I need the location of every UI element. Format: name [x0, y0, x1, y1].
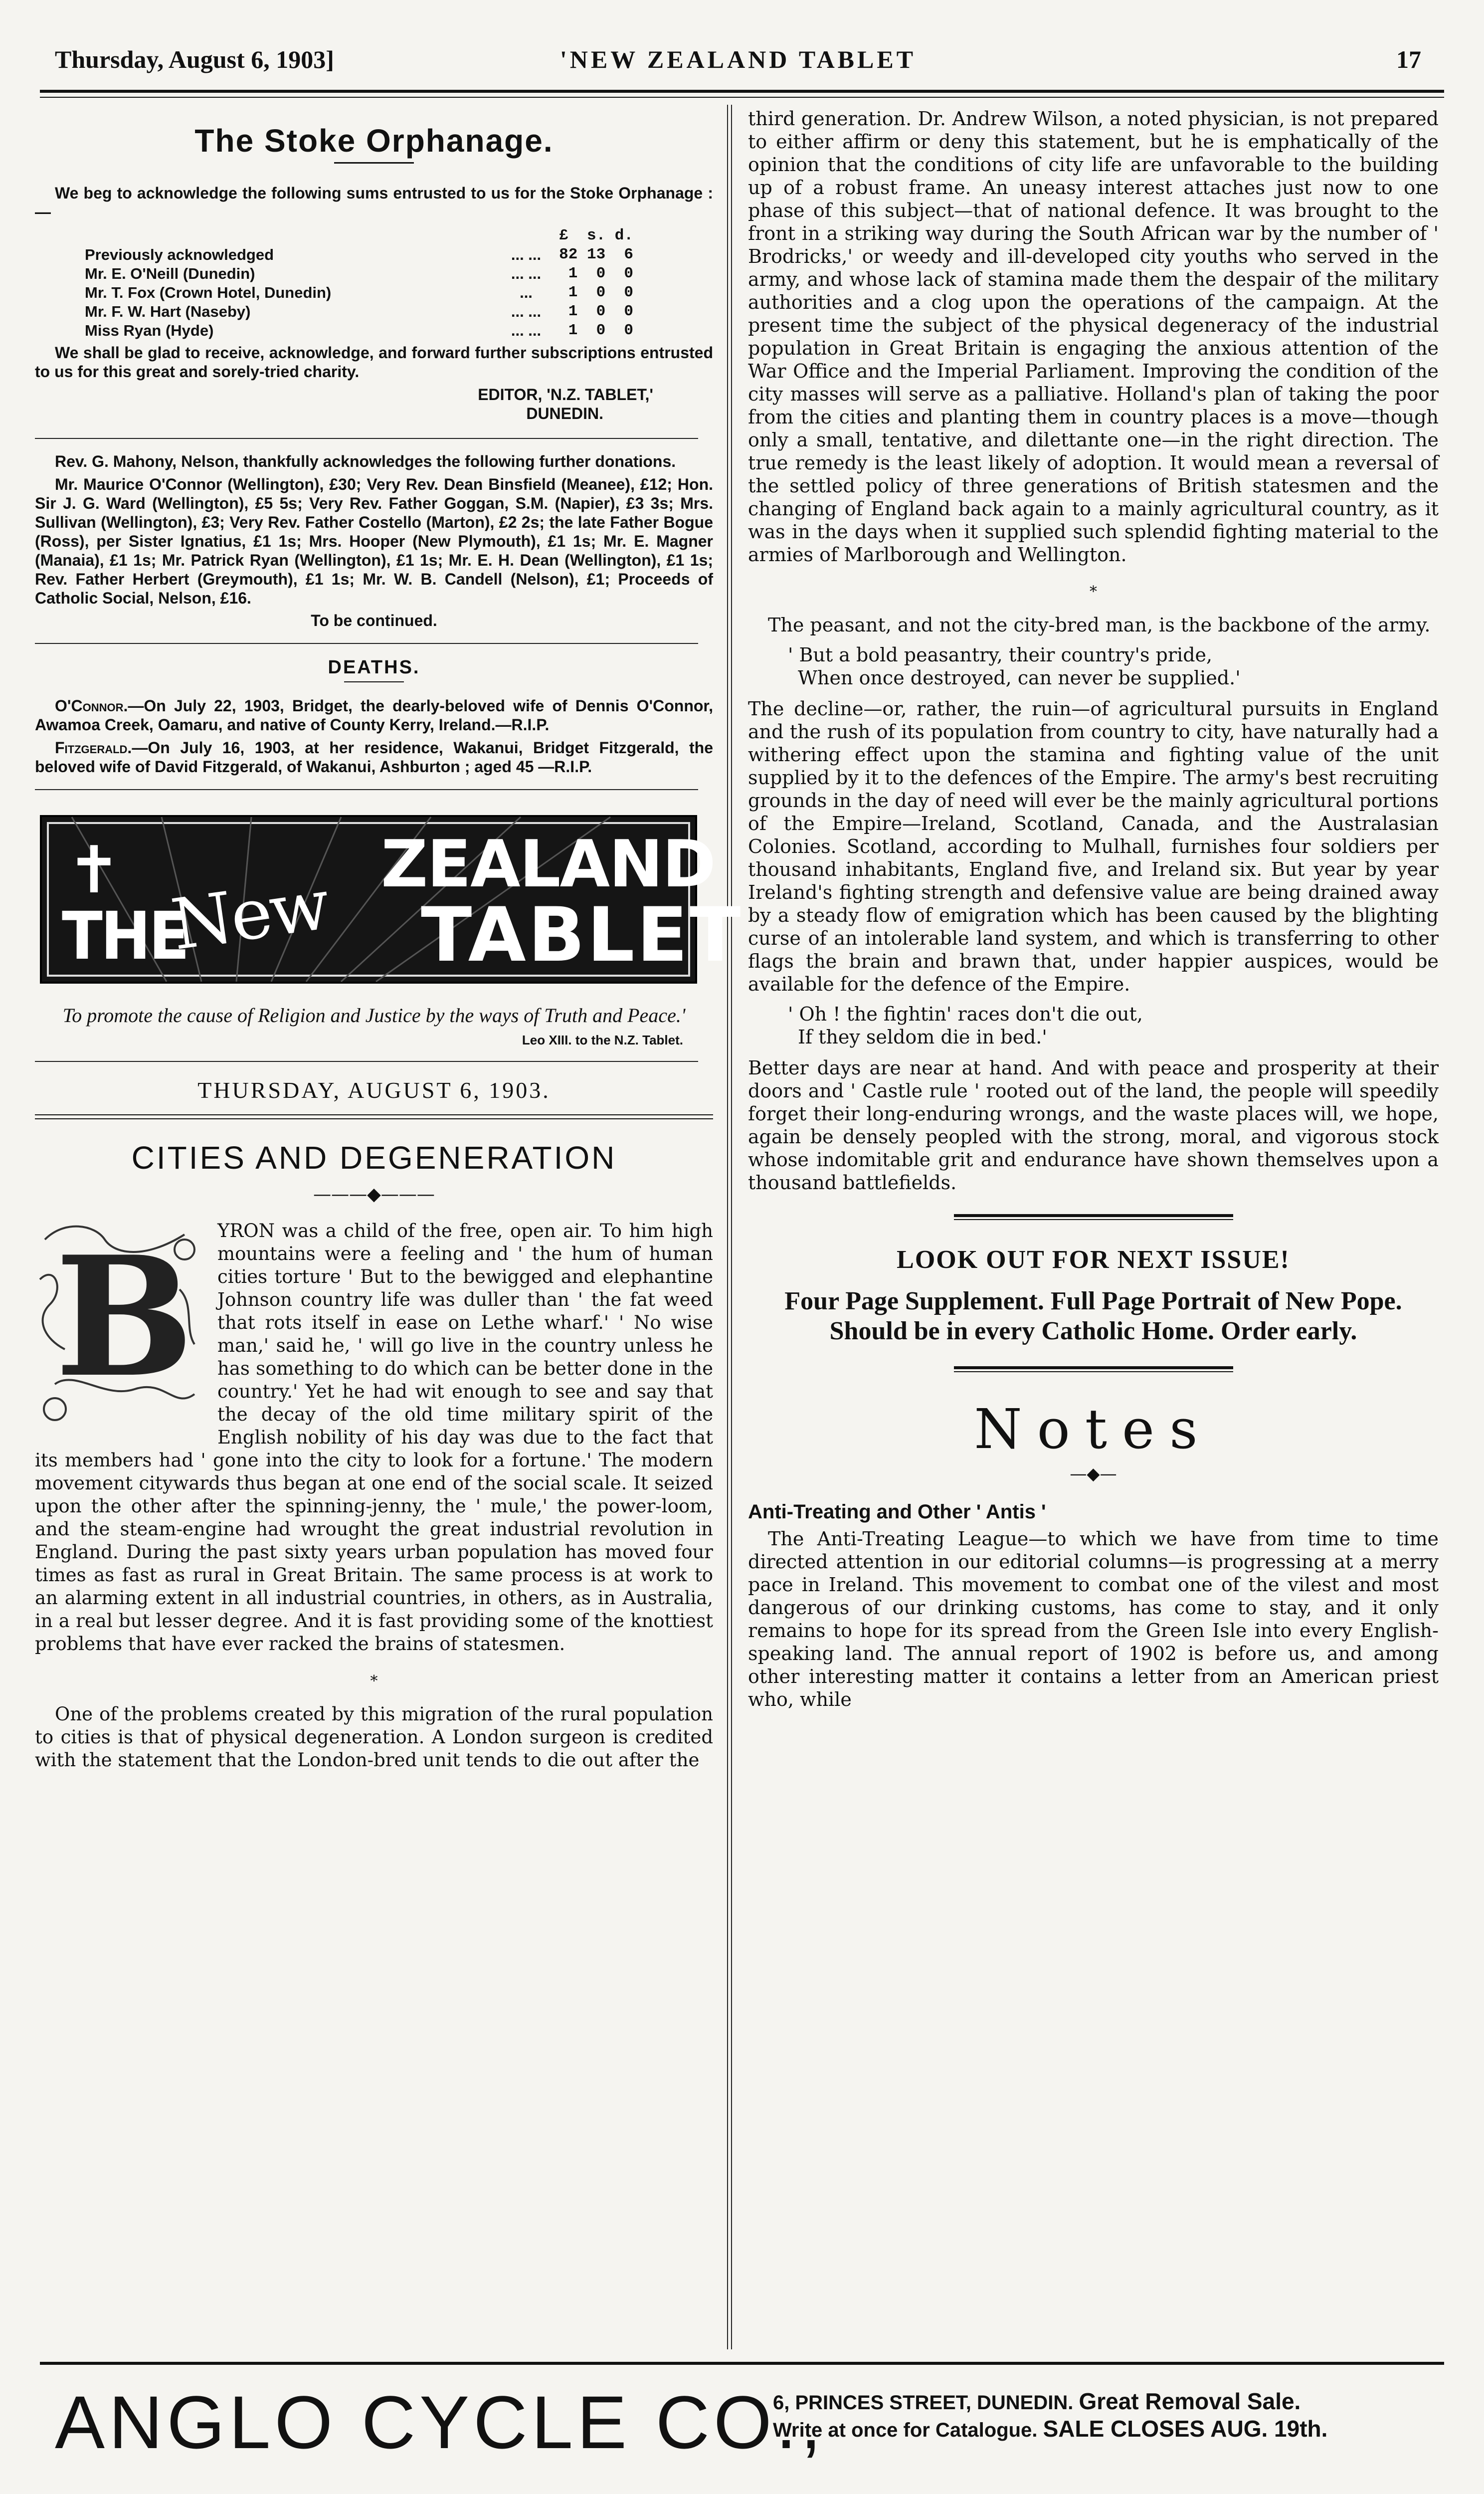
- table-row: [85, 283, 633, 302]
- orphanage-intro: We beg to acknowledge the following sums entrusted to us for the Stoke Orphanage :—: [35, 184, 713, 221]
- editor-signature: [35, 385, 653, 423]
- double-rule: [35, 1114, 713, 1119]
- thick-rule: [954, 1366, 1233, 1369]
- death-notice-oconnor: [35, 696, 713, 734]
- footer-rule: [40, 2362, 1444, 2365]
- right-column: [748, 107, 1439, 1711]
- verse-quote-1: [788, 643, 1439, 689]
- article-continuation: third generation. Dr. Andrew Wilson, a noted physician, is not prepared to either affirm or deny this statement, but he is emphatically of the opinion that the conditions of city life are unfavorable to the building up of a robust frame. An uneasy interest attaches just now to one phase of this subject—that of national defence. It was brought to the front in a striking way during the South African war by the number of ' Brodricks,' or weedy and ill-developed city youths who served in the army, and whose lack of stamina made them the despair of the military authorities and a clog upon the operations of the campaign. At the present time the subject of the physical degeneracy of the industrial population in Great Britain is engaging the anxious attention of the War Office and the Imperial Parliament. Improving the condition of the city masses will serve as a palliative. Holland's plan of taking the poor from the cities and planting them in country places is a move—though only a small, tentative, and dilettante one—in the right direction. The true remedy is the least likely of adoption. It would mean a reversal of the settled policy of three generations of British statesmen and the changing of England back again to a mainly agricultural country, as it was in the days when it supplied such splendid fighting material to the armies of Marlborough and Wellington.: [748, 108, 1439, 566]
- currency-header-row: [85, 226, 633, 245]
- leader-dots: ... ...: [511, 246, 542, 263]
- death-notice-name: Fitzgerald.: [55, 739, 132, 757]
- editor-line-1: EDITOR, 'N.Z. TABLET,': [478, 386, 653, 404]
- left-column: [35, 107, 743, 1772]
- verse-line: When once destroyed, can never be supplied.': [798, 667, 1241, 689]
- acknowledgement-table: [85, 226, 633, 340]
- decline-paragraph: The decline—or, rather, the ruin—of agricultural pursuits in England and the rush of its population from country to city, have naturally had a withering effect upon the stamina and fighting value of the unit supplied by it to the defences of the Empire. The army's best recruiting grounds in the day of need will ever be the mainly agricultural portions of the Empire—Ireland, Scotland, Canada, and the Australasian Colonies. Scotland, according to Mulhall, furnishes four soldiers per thousand inhabitants, England five, and Ireland six. But year by year Ireland's fighting strength and defensive value are being drained away by a steady flow of emigration which has been caused by the blighting curse of an intolerable land system, and which is transferring to other flags the brain and brawn that, under happier auspices, would be available for the defence of the Empire.: [748, 698, 1439, 995]
- masthead-logo: [40, 815, 743, 984]
- header-rule: [40, 90, 1444, 93]
- death-notice-text: —On July 16, 1903, at her residence, Wakanui, Bridget Fitzgerald, the beloved wife of David Fitzgerald, of Wakanui, Ashburton ; aged 45 —R.I.P.: [35, 739, 713, 776]
- dropcap-letter: B: [55, 1220, 194, 1414]
- thin-rule: [954, 1219, 1233, 1220]
- donation-amount: 82 13 6: [559, 246, 633, 263]
- advert-catalogue: Write at once for Catalogue.: [773, 2419, 1038, 2441]
- masthead-tablet: TABLET: [421, 892, 743, 979]
- header-date: Thursday, August 6, 1903]: [55, 45, 334, 73]
- cross-icon: ✝: [67, 832, 121, 908]
- death-notice-fitzgerald: [35, 738, 713, 776]
- thick-rule: [954, 1214, 1233, 1217]
- orphanage-title: The Stoke Orphanage.: [194, 123, 554, 159]
- table-row: [85, 264, 633, 283]
- divider: [35, 1061, 698, 1062]
- page-header: [55, 35, 1421, 90]
- donor-name: Mr. T. Fox (Crown Hotel, Dunedin): [85, 284, 332, 301]
- donation-amount: 1 0 0: [559, 265, 633, 282]
- section-star: *: [370, 1672, 378, 1690]
- deaths-heading: DEATHS.: [328, 657, 420, 678]
- to-be-continued: To be continued.: [311, 612, 437, 629]
- verse-line: ' But a bold peasantry, their country's pride,: [788, 644, 1213, 666]
- supplement-notice: Four Page Supplement. Full Page Portrait of New Pope. Should be in every Catholic Home. Order early.: [784, 1287, 1402, 1345]
- advert-address: 6, PRINCES STREET, DUNEDIN.: [773, 2392, 1074, 2414]
- article-paragraph-1: YRON was a child of the free, open air. To him high mountains were a feeling and ' the hum of human cities torture ' But to the bewigged and elephantine Johnson country life was duller than ' the fat weed that rots itself in ease on Lethe wharf.' ' No wise man,' said he, ' will go live in the country unless he has something to do which can be better done in the country.' Yet he had wit enough to see and say that the decay of the old time military spirit of the English nobility of his day was due to the fact that its members had ' gone into the city to look for a fortune.' The modern movement citywards thus began at one end of the social scale. It seized upon the other after the spinning-jenny, the ' mule,' the power-loom, and the steam-engine had wrought the great industrial revolution in England. During the past sixty years urban population has moved four times as fast as rural in Great Britain. The same process is at work to an alarming extent in all industrial countries, in others, as in Australia, in a real but lesser degree. And it is fast providing some of the knottiest problems that have ever racked the brains of statesmen.: [35, 1220, 713, 1655]
- currency-header: £ s. d.: [559, 227, 633, 244]
- table-row: [85, 321, 633, 340]
- masthead-zealand: ZEALAND: [381, 826, 715, 902]
- advert-removal: Great Removal Sale.: [1079, 2388, 1301, 2414]
- orphanage-closing: We shall be glad to receive, acknowledge, and forward further subscriptions entrusted to us for this great and sorely-tried charity.: [35, 344, 713, 381]
- death-notice-text: —On July 22, 1903, Bridget, the dearly-beloved wife of Dennis O'Connor, Awamoa Creek, Oamaru, and native of County Kerry, Ireland.—R.I.P.: [35, 697, 713, 734]
- editor-line-2: DUNEDIN.: [526, 405, 603, 422]
- table-row: [85, 302, 633, 321]
- advert-details: [773, 2388, 1327, 2443]
- notes-ornament: —◆—: [1070, 1464, 1117, 1484]
- motto: To promote the cause of Religion and Justice by the ways of Truth and Peace.': [62, 1004, 686, 1027]
- masthead-the: THE: [62, 898, 188, 975]
- donor-name: Mr. F. W. Hart (Naseby): [85, 303, 251, 320]
- verse-line: If they seldom die in bed.': [798, 1026, 1047, 1048]
- leader-dots: ...: [520, 284, 533, 301]
- notes-heading: Notes: [974, 1397, 1213, 1461]
- header-rule-thin: [40, 97, 1444, 98]
- dropcap-ornament: [35, 1220, 204, 1429]
- death-notice-name: O'Connor.: [55, 697, 128, 715]
- donor-name: Previously acknowledged: [85, 246, 274, 263]
- verse-quote-2: [788, 1003, 1439, 1048]
- masthead-new: New: [167, 863, 333, 967]
- better-days-paragraph: Better days are near at hand. And with peace and prosperity at their doors and ' Castle rule ' rooted out of the land, the people will speedily forget their long-enduring wrongs, and the waste places will, we hope, again be densely peopled with the strong, moral, and vigorous stock whose indomitable grit and endurance have shown themselves upon a thousand battlefields.: [748, 1057, 1439, 1194]
- advert-brand: ANGLO CYCLE CO.,: [55, 2380, 826, 2464]
- motto-source: Leo XIII. to the N.Z. Tablet.: [522, 1033, 683, 1047]
- donor-name: Miss Ryan (Hyde): [85, 322, 214, 339]
- deaths-heading-rule: [344, 681, 404, 682]
- verse-line: ' Oh ! the fightin' races don't die out,: [788, 1003, 1143, 1025]
- section-star: *: [1090, 583, 1097, 601]
- donation-amount: 1 0 0: [559, 303, 633, 320]
- column-divider-inner: [731, 105, 732, 2349]
- notes-subheading: Anti-Treating and Other ' Antis ': [748, 1501, 1046, 1523]
- donation-amount: 1 0 0: [559, 284, 633, 301]
- donation-amount: 1 0 0: [559, 322, 633, 339]
- header-title: 'NEW ZEALAND TABLET: [559, 45, 917, 73]
- title-ornament: ———◆———: [313, 1184, 435, 1205]
- orphanage-title-rule: [334, 162, 414, 164]
- leader-dots: ... ...: [511, 303, 542, 320]
- page-number: 17: [1396, 45, 1421, 73]
- issue-date: THURSDAY, AUGUST 6, 1903.: [197, 1077, 551, 1103]
- advert-closes: SALE CLOSES AUG. 19th.: [1043, 2416, 1328, 2442]
- notes-paragraph: The Anti-Treating League—to which we have from time to time directed attention in our editorial columns—is progressing at a merry pace in Ireland. This movement to combat one of the vilest and most dangerous of our drinking customs, has come to stay, and it only remains to hope for its spread from the Green Isle into every English-speaking land. The annual report of 1902 is before us, and among other interesting matter it contains a letter from an American priest who, while: [748, 1528, 1439, 1710]
- mahony-donations: Mr. Maurice O'Connor (Wellington), £30; Very Rev. Dean Binsfield (Meanee), £12; Hon. Sir J. G. Ward (Wellington), £5 5s; Very Rev. Father Goggan, S.M. (Napier), £3 3s; Mrs. Sullivan (Wellington), £3; Very Rev. Father Costello (Marton), £2 2s; the late Father Bogue (Ross), per Sister Ignatius, £1 1s; Mrs. Hooper (New Plymouth), £1 1s; Mr. E. Magner (Manaia), £1 1s; Mr. Patrick Ryan (Wellington), £1 1s; Mr. E. H. Dean (Wellington), £1 1s; Rev. Father Herbert (Greymouth), £1 1s; Mr. W. B. Candell (Nelson), £1; Proceeds of Catholic Social, Nelson, £16.: [35, 475, 713, 607]
- divider: [35, 789, 698, 790]
- column-divider: [727, 105, 728, 2349]
- article-title: CITIES AND DEGENERATION: [131, 1140, 617, 1176]
- leader-dots: ... ...: [511, 322, 542, 339]
- table-row: [85, 245, 633, 264]
- lookout-banner: LOOK OUT FOR NEXT ISSUE!: [897, 1246, 1290, 1274]
- peasant-paragraph: The peasant, and not the city-bred man, is the backbone of the army.: [768, 614, 1431, 636]
- mahony-intro: Rev. G. Mahony, Nelson, thankfully acknowledges the following further donations.: [55, 452, 676, 470]
- leader-dots: ... ...: [511, 265, 542, 282]
- advertisement-footer: [55, 2379, 1431, 2479]
- divider: [35, 438, 698, 439]
- article-paragraph-2: One of the problems created by this migration of the rural population to cities is that of physical degeneration. A London surgeon is credited with the statement that the London-bred unit tends to die out after the: [35, 1703, 713, 1771]
- donor-name: Mr. E. O'Neill (Dunedin): [85, 265, 255, 282]
- divider: [35, 643, 698, 644]
- thin-rule: [954, 1371, 1233, 1372]
